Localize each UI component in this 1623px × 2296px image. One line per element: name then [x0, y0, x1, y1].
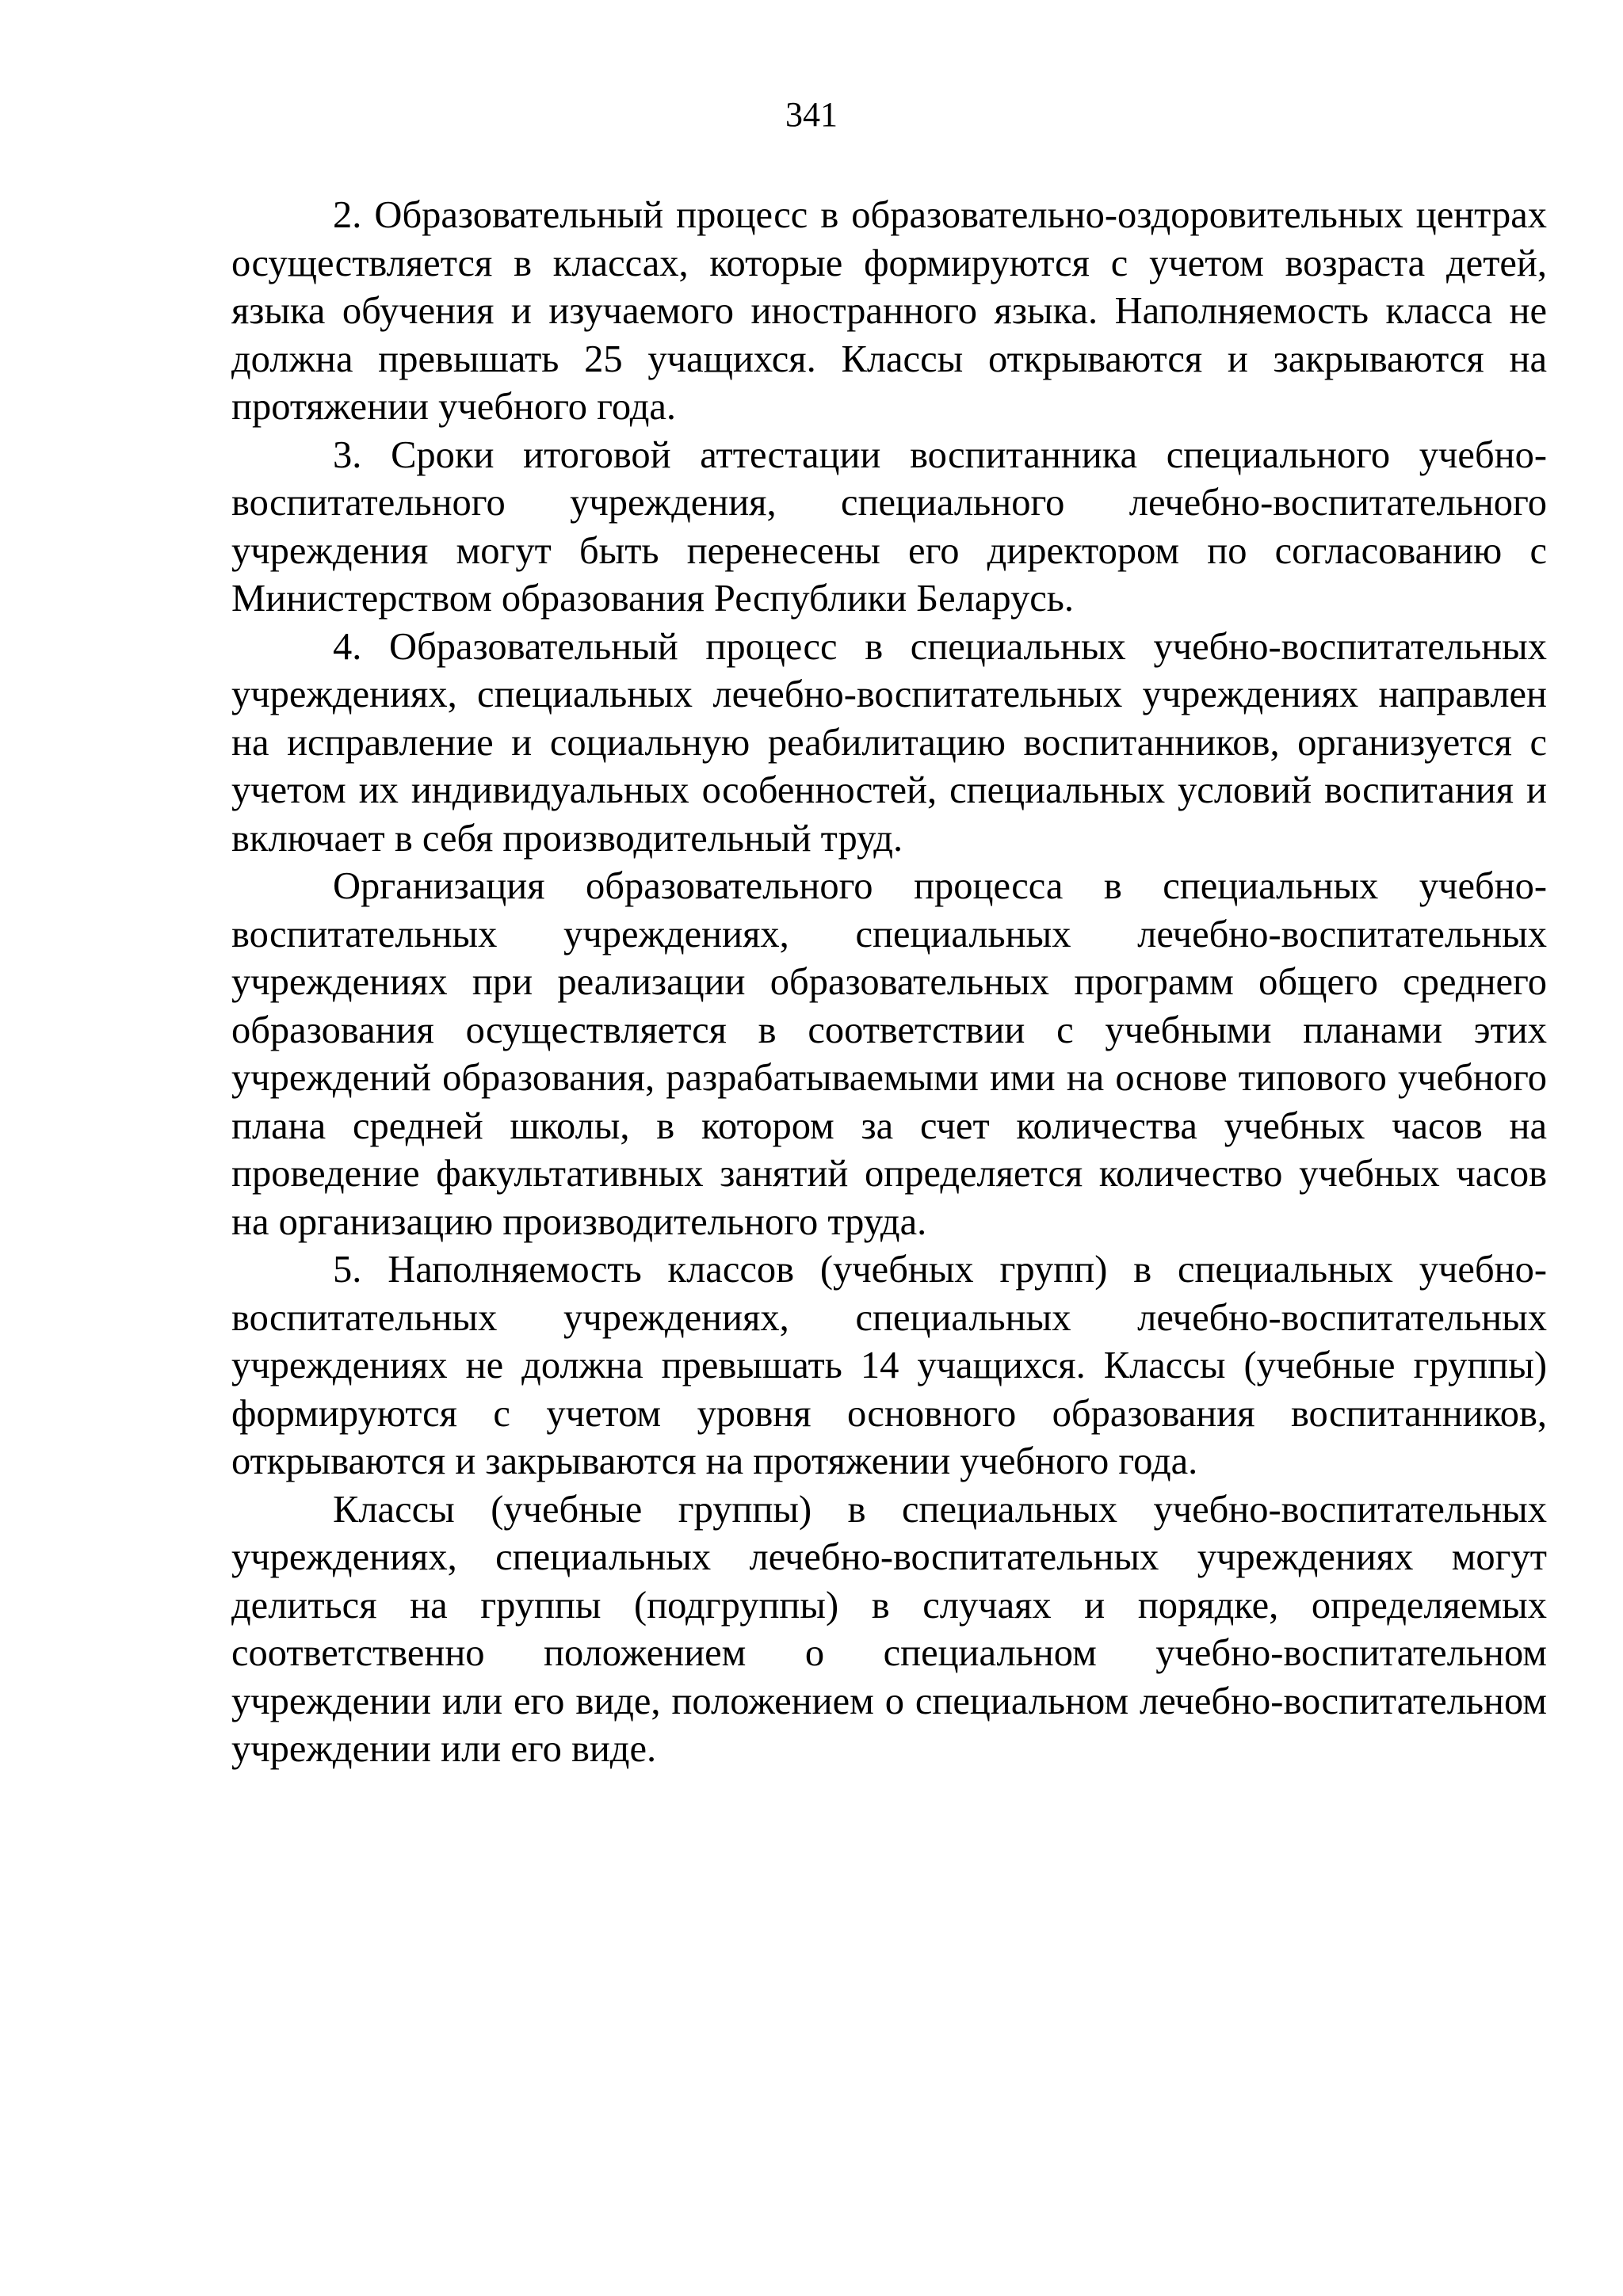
paragraph-item-2: 2. Образовательный процесс в образовательно-оздоровительных центрах осуществляется в классах, которые формируются с учетом возраста детей, языка обучения и изучаемого иностранного языка. Наполняемость класса не должна превышать 25 учащихся. Классы открываются и закрываются на протяжении учебного года.	[231, 194, 1547, 428]
paragraph-item-4-continued: Организация образовательного процесса в специальных учебно-воспитательных учреждениях, специальных лечебно-воспитательных учреждениях при реализации образовательных программ общего среднего образования осуществляется в соответствии с учебными планами этих учреждений образования, разрабатываемыми ими на основе типового учебного плана средней школы, в котором за счет количества учебных часов на проведение факультативных занятий определяется количество учебных часов на организацию производительного труда.	[231, 865, 1547, 1243]
page-number: 341	[785, 95, 838, 134]
document-body	[231, 192, 1547, 1774]
paragraph-item-5-continued: Классы (учебные группы) в специальных учебно-воспитательных учреждениях, специальных лечебно-воспитательных учреждениях могут делиться на группы (подгруппы) в случаях и порядке, определяемых соответственно положением о специальном учебно-воспитательном учреждении или его виде, положением о специальном лечебно-воспитательном учреждении или его виде.	[231, 1488, 1547, 1770]
paragraph-item-5: 5. Наполняемость классов (учебных групп) в специальных учебно-воспитательных учреждениях, специальных лечебно-воспитательных учреждениях не должна превышать 14 учащихся. Классы (учебные группы) формируются с учетом уровня основного образования воспитанников, открываются и закрываются на протяжении учебного года.	[231, 1249, 1547, 1482]
paragraph-item-4: 4. Образовательный процесс в специальных учебно-воспитательных учреждениях, специальных лечебно-воспитательных учреждениях направлен на исправление и социальную реабилитацию воспитанников, организуется с учетом их индивидуальных особенностей, специальных условий воспитания и включает в себя производительный труд.	[231, 625, 1547, 860]
paragraph-item-3: 3. Сроки итоговой аттестации воспитанника специального учебно-воспитательного учреждения, специального лечебно-воспитательного учреждения могут быть перенесены его директором по согласованию с Министерством образования Республики Беларусь.	[231, 433, 1547, 620]
